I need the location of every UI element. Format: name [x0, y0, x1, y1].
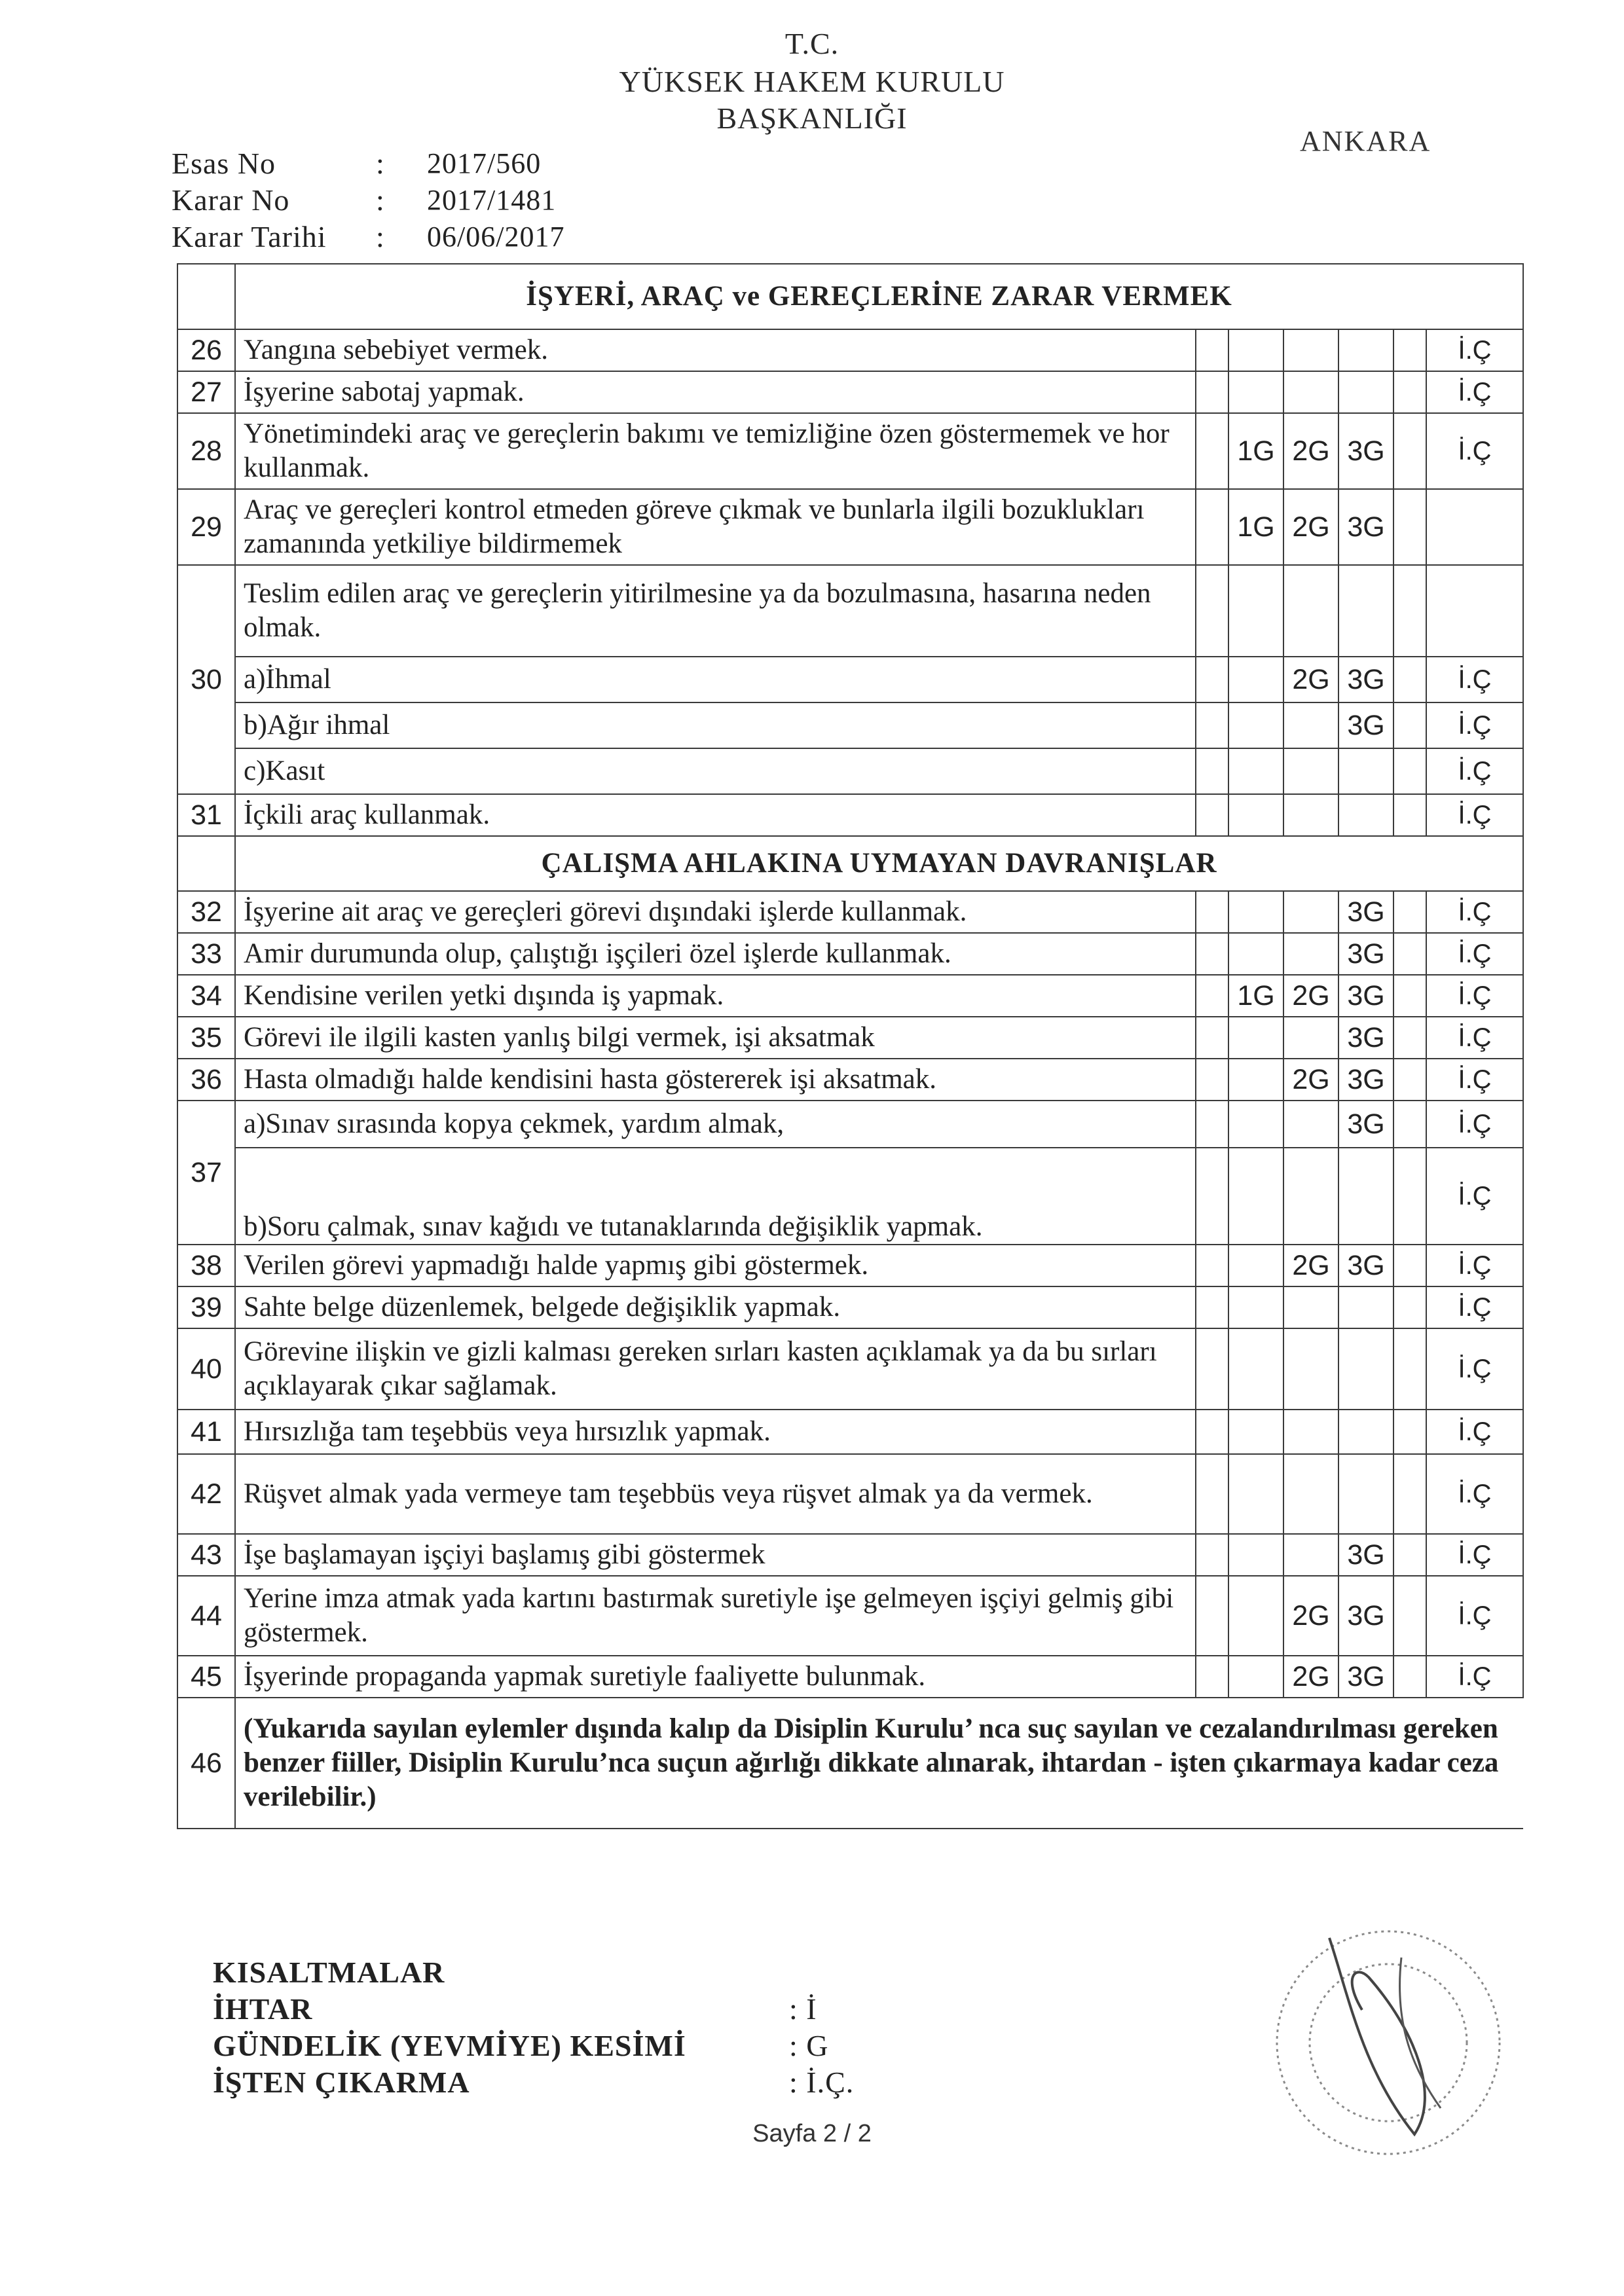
- penalty-cell: [1338, 748, 1393, 794]
- penalty-cell: [1196, 1576, 1228, 1656]
- penalty-cell: [1196, 891, 1228, 933]
- penalty-3g: 3G: [1338, 933, 1393, 975]
- penalty-cell: [1196, 1656, 1228, 1698]
- penalty-cell: [1283, 329, 1338, 371]
- table-row: [177, 975, 1523, 1017]
- penalty-ic: İ.Ç: [1426, 1059, 1523, 1101]
- section-row: [177, 264, 1523, 329]
- penalty-ic: İ.Ç: [1426, 1245, 1523, 1286]
- penalty-ic: İ.Ç: [1426, 891, 1523, 933]
- penalty-3g: 3G: [1338, 975, 1393, 1017]
- penalty-ic: İ.Ç: [1426, 1148, 1523, 1245]
- penalty-cell: [1283, 565, 1338, 657]
- penalty-cell: [1196, 1017, 1228, 1059]
- meta-row-esas: [172, 145, 564, 182]
- row-number: 45: [177, 1656, 235, 1698]
- header-tc: T.C.: [784, 27, 840, 60]
- table-row: [177, 371, 1523, 413]
- penalty-cell: [1196, 489, 1228, 565]
- table-row: [177, 933, 1523, 975]
- row-subitem: b)Soru çalmak, sınav kağıdı ve tutanaklarında değişiklik yapmak.: [235, 1148, 1196, 1245]
- row-number: 32: [177, 891, 235, 933]
- penalty-cell: [1393, 371, 1426, 413]
- penalty-3g: 3G: [1338, 1656, 1393, 1698]
- penalty-cell: [1283, 1534, 1338, 1576]
- penalty-3g: 3G: [1338, 1101, 1393, 1148]
- table-row: [177, 489, 1523, 565]
- penalty-cell: [1228, 1576, 1283, 1656]
- abbreviation-term: İHTAR: [213, 1992, 313, 2026]
- row-text: Görevi ile ilgili kasten yanlış bilgi vermek, işi aksatmak: [235, 1017, 1196, 1059]
- penalty-cell: [1228, 565, 1283, 657]
- row-text: Hırsızlığa tam teşebbüs veya hırsızlık yapmak.: [235, 1410, 1196, 1454]
- row-number: 43: [177, 1534, 235, 1576]
- penalty-cell: [1228, 1059, 1283, 1101]
- penalty-cell: [1228, 1410, 1283, 1454]
- table-row: [177, 748, 1523, 794]
- penalty-cell: [1426, 489, 1523, 565]
- penalty-cell: [1393, 702, 1426, 748]
- penalty-cell: [1393, 565, 1426, 657]
- penalty-2g: 2G: [1283, 1245, 1338, 1286]
- page-number: Sayfa 2 / 2: [752, 2120, 872, 2147]
- penalty-cell: [1393, 657, 1426, 702]
- penalty-cell: [1196, 1410, 1228, 1454]
- row-text: İçkili araç kullanmak.: [235, 794, 1196, 836]
- penalty-2g: 2G: [1283, 1059, 1338, 1101]
- section-title: İŞYERİ, ARAÇ ve GEREÇLERİNE ZARAR VERMEK: [235, 264, 1523, 329]
- penalty-cell: [1393, 1576, 1426, 1656]
- table-row: [177, 1286, 1523, 1328]
- penalty-cell: [1393, 1017, 1426, 1059]
- table-row: [177, 1454, 1523, 1534]
- penalty-cell: [1393, 1148, 1426, 1245]
- row-text: Görevine ilişkin ve gizli kalması gereken sırları kasten açıklamak ya da bu sırları açıklayarak çıkar sağlamak.: [235, 1328, 1196, 1410]
- penalty-cell: [1393, 1656, 1426, 1698]
- penalty-ic: İ.Ç: [1426, 413, 1523, 489]
- row-text: Yerine imza atmak yada kartını bastırmak suretiyle işe gelmeyen işçiyi gelmiş gibi göstermek.: [235, 1576, 1196, 1656]
- table-row: [177, 413, 1523, 489]
- penalty-cell: [1228, 794, 1283, 836]
- table-row: [177, 1656, 1523, 1698]
- penalty-cell: [1393, 1454, 1426, 1534]
- penalty-cell: [1338, 371, 1393, 413]
- penalty-cell: [1393, 1059, 1426, 1101]
- penalty-cell: [1228, 1245, 1283, 1286]
- penalty-cell: [1393, 413, 1426, 489]
- row-text: Sahte belge düzenlemek, belgede değişiklik yapmak.: [235, 1286, 1196, 1328]
- abbreviation-row: [213, 2028, 854, 2064]
- table-row: [177, 1698, 1523, 1829]
- penalty-ic: İ.Ç: [1426, 657, 1523, 702]
- penalty-cell: [1196, 1454, 1228, 1534]
- row-number: 29: [177, 489, 235, 565]
- row-number: 30: [177, 565, 235, 794]
- abbreviation-code: : G: [789, 2029, 829, 2062]
- penalty-cell: [1196, 565, 1228, 657]
- row-number: 26: [177, 329, 235, 371]
- row-number: 35: [177, 1017, 235, 1059]
- penalty-cell: [1283, 1148, 1338, 1245]
- penalty-3g: 3G: [1338, 702, 1393, 748]
- penalty-cell: [1196, 657, 1228, 702]
- penalty-cell: [1228, 1534, 1283, 1576]
- table-row: [177, 1017, 1523, 1059]
- row-text-general-rule: (Yukarıda sayılan eylemler dışında kalıp da Disiplin Kurulu’ nca suç sayılan ve cezalandırılması gereken benzer fiiller, Disiplin Kurulu’nca suçun ağırlığı dikkate alınarak, ihtardan - işten çıkarmaya kadar ceza verilebilir.): [235, 1698, 1523, 1829]
- penalty-cell: [1196, 1328, 1228, 1410]
- penalty-cell: [1196, 702, 1228, 748]
- row-text: İşyerine sabotaj yapmak.: [235, 371, 1196, 413]
- penalty-ic: İ.Ç: [1426, 1576, 1523, 1656]
- penalty-ic: İ.Ç: [1426, 1656, 1523, 1698]
- table-row: [177, 891, 1523, 933]
- row-text: Rüşvet almak yada vermeye tam teşebbüs veya rüşvet almak ya da vermek.: [235, 1454, 1196, 1534]
- meta-row-karar: [172, 182, 564, 219]
- penalty-cell: [1393, 1245, 1426, 1286]
- header-presidency: BAŞKANLIĞI: [716, 101, 908, 135]
- penalty-cell: [1283, 1017, 1338, 1059]
- abbreviation-code: : İ.Ç.: [789, 2066, 855, 2099]
- penalty-cell: [1283, 891, 1338, 933]
- abbreviations: [213, 1954, 854, 2101]
- table-row: [177, 1410, 1523, 1454]
- penalty-cell: [1283, 1286, 1338, 1328]
- meta-label: Esas No: [172, 147, 276, 180]
- penalty-cell: [1228, 1017, 1283, 1059]
- row-text: Kendisine verilen yetki dışında iş yapmak.: [235, 975, 1196, 1017]
- penalty-cell: [1196, 1534, 1228, 1576]
- penalty-2g: 2G: [1283, 1576, 1338, 1656]
- table-row: [177, 1245, 1523, 1286]
- row-text: Yangına sebebiyet vermek.: [235, 329, 1196, 371]
- penalty-cell: [1196, 413, 1228, 489]
- penalty-cell: [1283, 794, 1338, 836]
- row-text: İşyerinde propaganda yapmak suretiyle faaliyette bulunmak.: [235, 1656, 1196, 1698]
- table-row: [177, 1534, 1523, 1576]
- penalty-3g: 3G: [1338, 1017, 1393, 1059]
- penalty-cell: [1393, 489, 1426, 565]
- penalty-cell: [1196, 1245, 1228, 1286]
- row-number: 34: [177, 975, 235, 1017]
- penalty-cell: [1338, 565, 1393, 657]
- row-subitem: a)İhmal: [235, 657, 1196, 702]
- penalty-cell: [1393, 329, 1426, 371]
- penalty-cell: [1283, 933, 1338, 975]
- penalty-cell: [1338, 1286, 1393, 1328]
- penalty-cell: [1283, 371, 1338, 413]
- penalty-cell: [1196, 1101, 1228, 1148]
- row-number: 31: [177, 794, 235, 836]
- penalty-table: [177, 263, 1524, 1829]
- row-number: 41: [177, 1410, 235, 1454]
- table-row: [177, 702, 1523, 748]
- penalty-3g: 3G: [1338, 1576, 1393, 1656]
- penalty-cell: [1228, 1148, 1283, 1245]
- penalty-cell: [1393, 1328, 1426, 1410]
- penalty-cell: [1393, 1410, 1426, 1454]
- penalty-ic: İ.Ç: [1426, 748, 1523, 794]
- row-number: 46: [177, 1698, 235, 1829]
- penalty-ic: İ.Ç: [1426, 1410, 1523, 1454]
- row-number: 40: [177, 1328, 235, 1410]
- abbreviation-row: [213, 2064, 854, 2101]
- penalty-cell: [1283, 1101, 1338, 1148]
- table-row: [177, 1576, 1523, 1656]
- row-number: 42: [177, 1454, 235, 1534]
- row-subitem: c)Kasıt: [235, 748, 1196, 794]
- penalty-cell: [1393, 1534, 1426, 1576]
- row-number: 44: [177, 1576, 235, 1656]
- penalty-2g: 2G: [1283, 1656, 1338, 1698]
- header-institution: YÜKSEK HAKEM KURULU: [619, 65, 1005, 98]
- penalty-cell: [1196, 1059, 1228, 1101]
- meta-row-tarih: [172, 219, 564, 255]
- section-row: [177, 836, 1523, 891]
- penalty-1g: 1G: [1228, 489, 1283, 565]
- penalty-ic: İ.Ç: [1426, 794, 1523, 836]
- penalty-cell: [1393, 1286, 1426, 1328]
- table-row: [177, 1328, 1523, 1410]
- penalty-3g: 3G: [1338, 1059, 1393, 1101]
- row-number: 33: [177, 933, 235, 975]
- row-text: İşe başlamayan işçiyi başlamış gibi göstermek: [235, 1534, 1196, 1576]
- penalty-1g: 1G: [1228, 413, 1283, 489]
- row-text: Amir durumunda olup, çalıştığı işçileri özel işlerde kullanmak.: [235, 933, 1196, 975]
- penalty-cell: [1196, 1286, 1228, 1328]
- penalty-3g: 3G: [1338, 1534, 1393, 1576]
- penalty-3g: 3G: [1338, 413, 1393, 489]
- table-row: [177, 657, 1523, 702]
- meta-colon: :: [376, 147, 384, 180]
- table-row: [177, 565, 1523, 657]
- row-subitem: b)Ağır ihmal: [235, 702, 1196, 748]
- row-subitem: a)Sınav sırasında kopya çekmek, yardım almak,: [235, 1101, 1196, 1148]
- section-title: ÇALIŞMA AHLAKINA UYMAYAN DAVRANIŞLAR: [235, 836, 1523, 891]
- penalty-2g: 2G: [1283, 657, 1338, 702]
- meta-colon: :: [376, 183, 384, 217]
- penalty-cell: [1426, 565, 1523, 657]
- penalty-ic: İ.Ç: [1426, 329, 1523, 371]
- row-text: Hasta olmadığı halde kendisini hasta göstererek işi aksatmak.: [235, 1059, 1196, 1101]
- penalty-cell: [1283, 748, 1338, 794]
- row-text: Araç ve gereçleri kontrol etmeden göreve çıkmak ve bunlarla ilgili bozuklukları zamanında yetkiliye bildirmemek: [235, 489, 1196, 565]
- abbreviations-title: KISALTMALAR: [213, 1956, 445, 1989]
- penalty-ic: İ.Ç: [1426, 1286, 1523, 1328]
- penalty-ic: İ.Ç: [1426, 1328, 1523, 1410]
- penalty-3g: 3G: [1338, 657, 1393, 702]
- table-row: [177, 794, 1523, 836]
- penalty-cell: [1196, 933, 1228, 975]
- penalty-cell: [1196, 748, 1228, 794]
- case-meta: [172, 145, 564, 255]
- penalty-cell: [1196, 1148, 1228, 1245]
- meta-label: Karar Tarihi: [172, 220, 327, 253]
- penalty-cell: [1338, 1454, 1393, 1534]
- meta-value: 2017/560: [427, 147, 542, 179]
- penalty-ic: İ.Ç: [1426, 1101, 1523, 1148]
- penalty-cell: [1196, 371, 1228, 413]
- penalty-1g: 1G: [1228, 975, 1283, 1017]
- penalty-cell: [1228, 1454, 1283, 1534]
- penalty-cell: [1283, 702, 1338, 748]
- penalty-cell: [1196, 329, 1228, 371]
- empty-cell: [177, 264, 235, 329]
- row-number: 36: [177, 1059, 235, 1101]
- penalty-cell: [1228, 371, 1283, 413]
- penalty-cell: [1393, 975, 1426, 1017]
- penalty-cell: [1338, 1328, 1393, 1410]
- row-number: 27: [177, 371, 235, 413]
- row-number: 28: [177, 413, 235, 489]
- penalty-cell: [1228, 1286, 1283, 1328]
- penalty-cell: [1393, 1101, 1426, 1148]
- meta-colon: :: [376, 220, 384, 253]
- penalty-cell: [1338, 794, 1393, 836]
- penalty-ic: İ.Ç: [1426, 371, 1523, 413]
- penalty-ic: İ.Ç: [1426, 1017, 1523, 1059]
- penalty-2g: 2G: [1283, 489, 1338, 565]
- meta-label: Karar No: [172, 183, 290, 217]
- penalty-cell: [1283, 1410, 1338, 1454]
- row-text: Verilen görevi yapmadığı halde yapmış gibi göstermek.: [235, 1245, 1196, 1286]
- meta-value: 06/06/2017: [427, 221, 565, 253]
- abbreviation-term: GÜNDELİK (YEVMİYE) KESİMİ: [213, 2029, 686, 2062]
- table-row: [177, 1101, 1523, 1148]
- penalty-cell: [1228, 657, 1283, 702]
- penalty-3g: 3G: [1338, 489, 1393, 565]
- penalty-3g: 3G: [1338, 891, 1393, 933]
- penalty-cell: [1228, 1101, 1283, 1148]
- row-text: İşyerine ait araç ve gereçleri görevi dışındaki işlerde kullanmak.: [235, 891, 1196, 933]
- penalty-cell: [1393, 891, 1426, 933]
- penalty-cell: [1393, 933, 1426, 975]
- table-row: [177, 1148, 1523, 1245]
- penalty-cell: [1196, 794, 1228, 836]
- penalty-cell: [1228, 702, 1283, 748]
- empty-cell: [177, 836, 235, 891]
- penalty-ic: İ.Ç: [1426, 1454, 1523, 1534]
- penalty-cell: [1338, 1410, 1393, 1454]
- penalty-cell: [1228, 748, 1283, 794]
- table-row: [177, 329, 1523, 371]
- penalty-ic: İ.Ç: [1426, 702, 1523, 748]
- penalty-2g: 2G: [1283, 975, 1338, 1017]
- penalty-cell: [1228, 1328, 1283, 1410]
- table-row: [177, 1059, 1523, 1101]
- penalty-cell: [1283, 1328, 1338, 1410]
- penalty-cell: [1283, 1454, 1338, 1534]
- penalty-cell: [1393, 794, 1426, 836]
- penalty-cell: [1228, 329, 1283, 371]
- penalty-ic: İ.Ç: [1426, 933, 1523, 975]
- row-text: Teslim edilen araç ve gereçlerin yitirilmesine ya da bozulmasına, hasarına neden olmak.: [235, 565, 1196, 657]
- penalty-3g: 3G: [1338, 1245, 1393, 1286]
- penalty-2g: 2G: [1283, 413, 1338, 489]
- penalty-cell: [1228, 891, 1283, 933]
- abbreviation-row: [213, 1991, 854, 2028]
- penalty-ic: İ.Ç: [1426, 1534, 1523, 1576]
- penalty-cell: [1228, 1656, 1283, 1698]
- header-city: ANKARA: [1300, 125, 1431, 157]
- penalty-cell: [1338, 1148, 1393, 1245]
- meta-value: 2017/1481: [427, 184, 557, 216]
- row-number: 39: [177, 1286, 235, 1328]
- abbreviation-term: İŞTEN ÇIKARMA: [213, 2066, 470, 2099]
- abbreviation-code: : İ: [789, 1992, 817, 2026]
- penalty-ic: İ.Ç: [1426, 975, 1523, 1017]
- penalty-cell: [1393, 748, 1426, 794]
- penalty-cell: [1338, 329, 1393, 371]
- penalty-cell: [1228, 933, 1283, 975]
- penalty-cell: [1196, 975, 1228, 1017]
- row-number: 37: [177, 1101, 235, 1245]
- row-text: Yönetimindeki araç ve gereçlerin bakımı ve temizliğine özen göstermemek ve hor kullanmak.: [235, 413, 1196, 489]
- row-number: 38: [177, 1245, 235, 1286]
